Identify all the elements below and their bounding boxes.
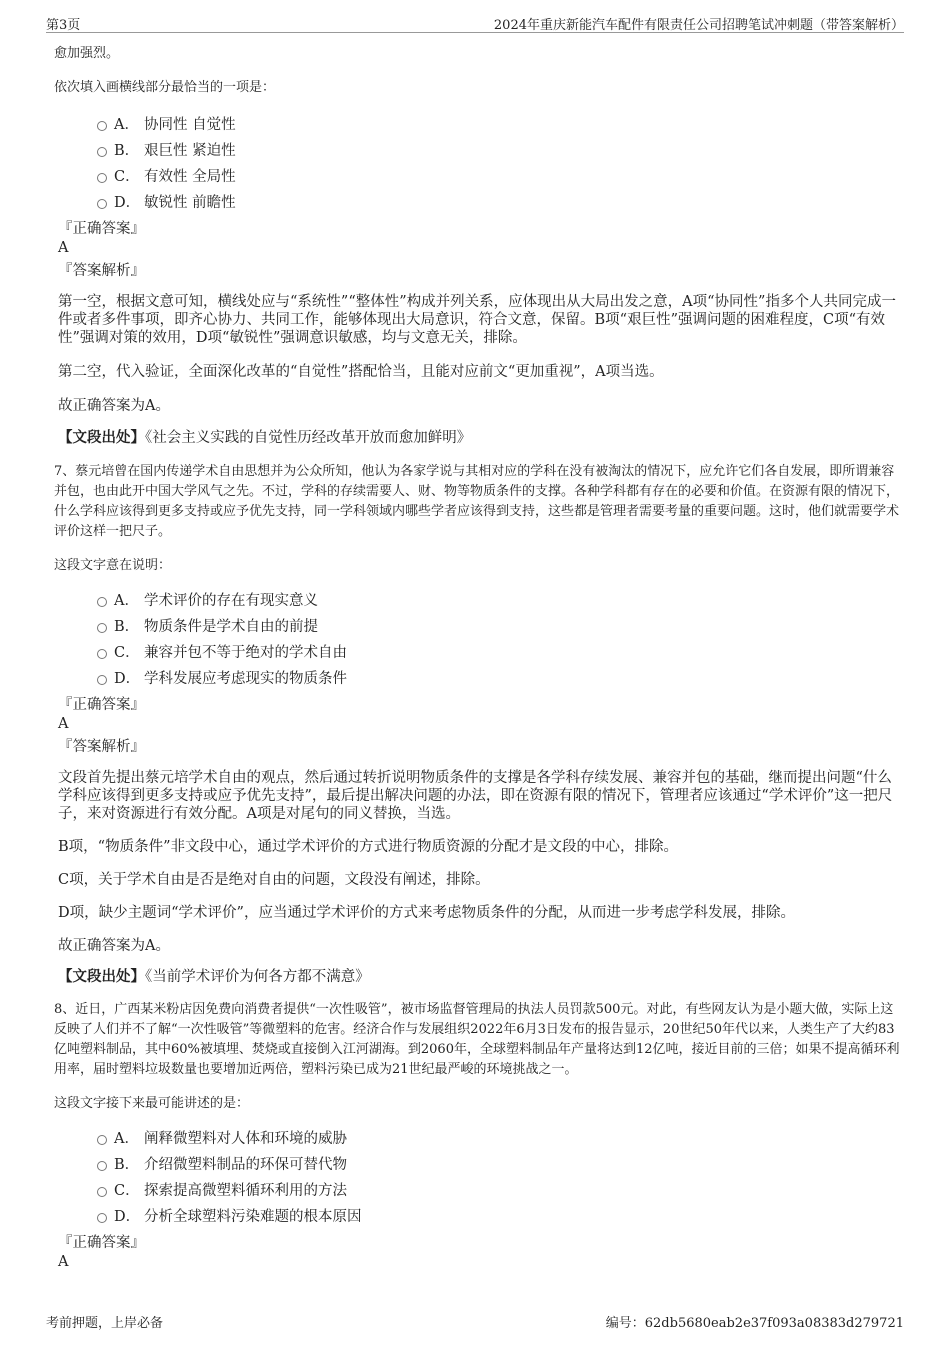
radio-icon[interactable] <box>97 1161 107 1171</box>
source-text: 《社会主义实践的自觉性历经改革开放而愈加鲜明》 <box>145 430 472 446</box>
radio-icon[interactable] <box>97 1187 107 1197</box>
q7-stem: 7、蔡元培曾在国内传递学术自由思想并为公众所知，他认为各家学说与其相对应的学科在没有被淘汰的情况下，应允许它们各自发展，即所谓兼容并包，也由此开中国大学风气之先。不过，学科的存续需要人、财、物等物质条件的支撑。各种学科都有存在的必要和价值。在资源有限的情况下，什么学科应该得到更多支持或应予优先支持，同一学科领域内哪些学者应该得到支持，这些都是管理者需要考量的重要问题。这时，他们就需要学术评价这样一把尺子。 <box>54 464 900 539</box>
q6-stem-tail: 愈加强烈。 <box>54 46 120 61</box>
page-header <box>46 12 904 33</box>
q8-option-b[interactable]: B． 介绍微塑料制品的环保可替代物 <box>54 1152 906 1178</box>
q7-analysis-5: 故正确答案为A。 <box>58 938 170 954</box>
q6-option-b[interactable]: B． 艰巨性 紧迫性 <box>54 138 906 164</box>
page-content <box>54 44 906 1272</box>
q8-prompt: 这段文字接下来最可能讲述的是： <box>54 1096 250 1111</box>
q8-option-d[interactable]: D． 分析全球塑料污染难题的根本原因 <box>54 1204 906 1230</box>
q7-option-d[interactable]: D． 学科发展应考虑现实的物质条件 <box>54 666 906 692</box>
radio-icon[interactable] <box>97 1213 107 1223</box>
q6-analysis-3: 故正确答案为A。 <box>58 398 170 414</box>
q6-analysis-label: 『答案解析』 <box>58 263 145 279</box>
radio-icon[interactable] <box>97 1135 107 1145</box>
q7-analysis-3: C项，关于学术自由是否是绝对自由的问题，文段没有阐述，排除。 <box>58 872 490 888</box>
q6-analysis-1: 第一空，根据文意可知，横线处应与“系统性”“整体性”构成并列关系，应体现出从大局出发之意，A项“协同性”指多个人共同完成一件或者多件事项，即齐心协力、共同工作，能够体现出大局意识，符合文意，保留。B项“艰巨性”强调问题的困难程度，C项“有效性”强调对策的效用，D项“敏锐性”强调意识敏感，均与文意无关，排除。 <box>58 294 896 346</box>
q8-answer: A <box>58 1254 69 1270</box>
q7-option-b[interactable]: B． 物质条件是学术自由的前提 <box>54 614 906 640</box>
document-id: 编号：62db5680eab2e37f093a08383d279721 <box>605 1316 904 1331</box>
q8-options <box>54 1126 906 1230</box>
q6-answer: A <box>58 240 69 256</box>
q6-source <box>54 428 906 448</box>
q8-option-c[interactable]: C． 探索提高微塑料循环利用的方法 <box>54 1178 906 1204</box>
q7-prompt: 这段文字意在说明： <box>54 558 172 573</box>
radio-icon[interactable] <box>97 597 107 607</box>
q7-source <box>54 967 906 987</box>
source-label: 【文段出处】 <box>58 968 145 985</box>
q8-stem: 8、近日，广西某米粉店因免费向消费者提供“一次性吸管”，被市场监督管理局的执法人员罚款500元。对此，有些网友认为是小题大做，实际上这反映了人们并不了解“一次性吸管”等微塑料的危害。经济合作与发展组织2022年6月3日发布的报告显示，20世纪50年代以来，人类生产了大约83亿吨塑料制品，其中60%被填埋、焚烧或直接倒入江河湖海。到2060年，全球塑料制品年产量将达到12亿吨，接近目前的三倍；如果不提高循环利用率，届时塑料垃圾数量也要增加近两倍，塑料污染已成为21世纪最严峻的环境挑战之一。 <box>54 1002 900 1077</box>
page-number: 第3页 <box>46 18 81 33</box>
page-footer <box>46 1312 904 1330</box>
q6-option-d[interactable]: D． 敏锐性 前瞻性 <box>54 190 906 216</box>
q7-analysis-4: D项，缺少主题词“学术评价”，应当通过学术评价的方式来考虑物质条件的分配，从而进一步考虑学科发展，排除。 <box>58 905 795 921</box>
q6-option-c[interactable]: C． 有效性 全局性 <box>54 164 906 190</box>
q6-analysis-2: 第二空，代入验证，全面深化改革的“自觉性”搭配恰当，且能对应前文“更加重视”，A项当选。 <box>58 364 664 380</box>
radio-icon[interactable] <box>97 199 107 209</box>
radio-icon[interactable] <box>97 649 107 659</box>
source-text: 《当前学术评价为何各方都不满意》 <box>145 969 370 985</box>
q7-analysis-2: B项，“物质条件”非文段中心，通过学术评价的方式进行物质资源的分配才是文段的中心，排除。 <box>58 839 678 855</box>
radio-icon[interactable] <box>97 623 107 633</box>
q7-answer-label: 『正确答案』 <box>58 697 145 713</box>
q6-options <box>54 112 906 216</box>
q7-option-c[interactable]: C． 兼容并包不等于绝对的学术自由 <box>54 640 906 666</box>
q7-analysis-label: 『答案解析』 <box>58 739 145 755</box>
q8-answer-label: 『正确答案』 <box>58 1235 145 1251</box>
q7-analysis-1: 文段首先提出蔡元培学术自由的观点，然后通过转折说明物质条件的支撑是各学科存续发展、兼容并包的基础，继而提出问题“什么学科应该得到更多支持或应予优先支持”，最后提出解决问题的办法，即在资源有限的情况下，管理者应该通过“学术评价”这一把尺子，来对资源进行有效分配。A项是对尾句的同义替换，当选。 <box>58 770 893 822</box>
footer-slogan: 考前押题，上岸必备 <box>46 1316 164 1331</box>
q6-answer-label: 『正确答案』 <box>58 221 145 237</box>
q6-prompt: 依次填入画横线部分最恰当的一项是： <box>54 80 276 95</box>
q7-options <box>54 588 906 692</box>
radio-icon[interactable] <box>97 121 107 131</box>
radio-icon[interactable] <box>97 147 107 157</box>
document-title: 2024年重庆新能汽车配件有限责任公司招聘笔试冲刺题（带答案解析） <box>493 18 904 33</box>
q8-option-a[interactable]: A． 阐释微塑料对人体和环境的威胁 <box>54 1126 906 1152</box>
q7-answer: A <box>58 716 69 732</box>
radio-icon[interactable] <box>97 173 107 183</box>
q7-option-a[interactable]: A． 学术评价的存在有现实意义 <box>54 588 906 614</box>
q6-option-a[interactable]: A． 协同性 自觉性 <box>54 112 906 138</box>
source-label: 【文段出处】 <box>58 429 145 446</box>
radio-icon[interactable] <box>97 675 107 685</box>
